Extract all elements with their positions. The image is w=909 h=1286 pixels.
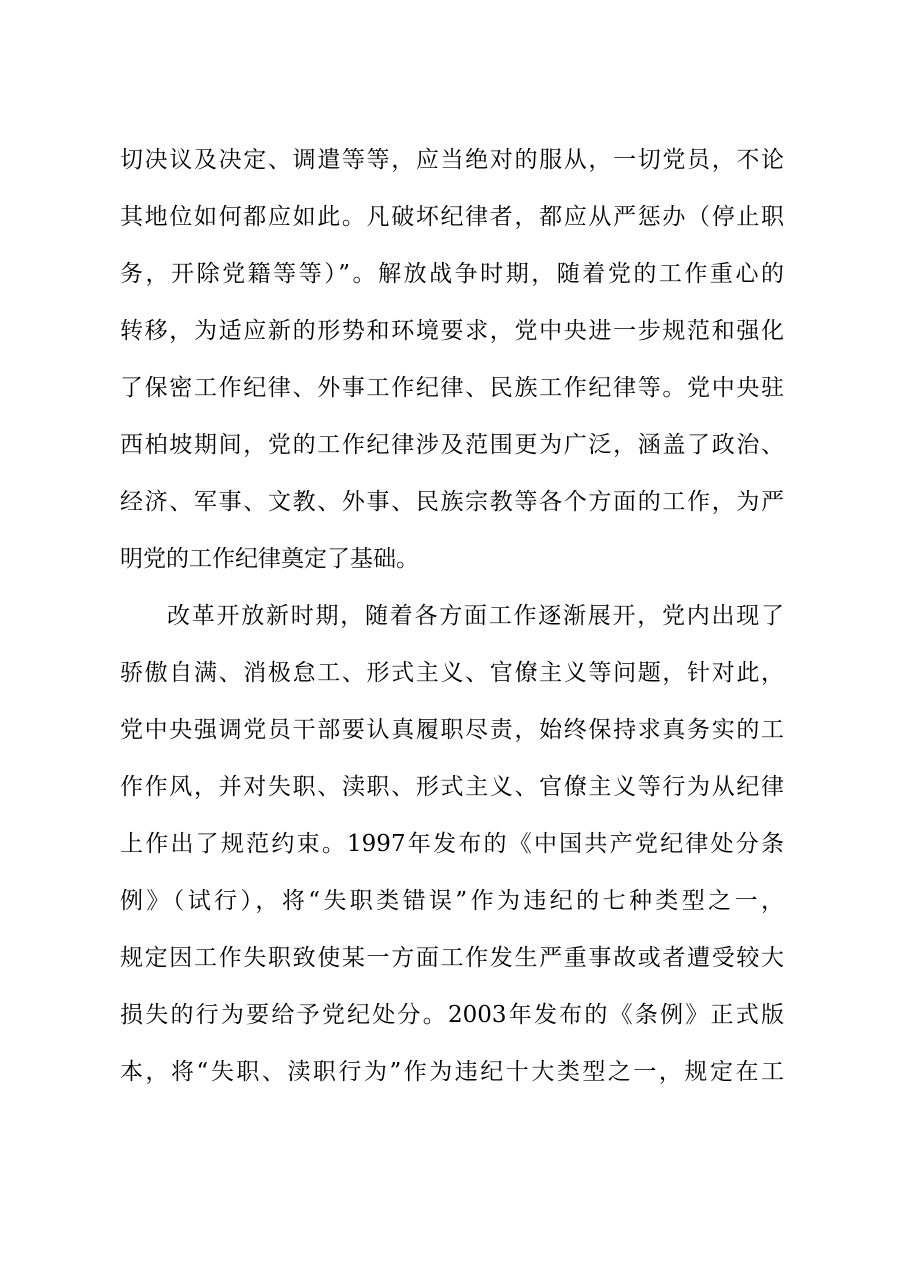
paragraph-line: 上作出了规范约束。1997年发布的《中国共产党纪律处分条: [120, 831, 784, 857]
paragraph-line: 了保密工作纪律、外事工作纪律、民族工作纪律等。党中央驻: [120, 375, 784, 401]
paragraph-line: 经济、军事、文教、外事、民族宗教等各个方面的工作，为严: [120, 489, 784, 515]
paragraph-line: 西柏坡期间，党的工作纪律涉及范围更为广泛，涵盖了政治、: [120, 432, 784, 458]
paragraph-line: 切决议及决定、调遣等等，应当绝对的服从，一切党员，不论: [120, 147, 784, 173]
paragraph-line: 改革开放新时期，随着各方面工作逐渐展开，党内出现了: [167, 603, 784, 629]
paragraph-line: 损失的行为要给予党纪处分。2003年发布的《条例》正式版: [120, 1002, 784, 1028]
paragraph-line: 党中央强调党员干部要认真履职尽责，始终保持求真务实的工: [120, 717, 784, 743]
paragraph-line: 作作风，并对失职、渎职、形式主义、官僚主义等行为从纪律: [120, 774, 784, 800]
paragraph-line: 例》（试行），将“失职类错误”作为违纪的七种类型之一，: [120, 888, 784, 914]
paragraph-line: 骄傲自满、消极怠工、形式主义、官僚主义等问题，针对此，: [120, 660, 784, 686]
paragraph-line: 务，开除党籍等等）”。解放战争时期，随着党的工作重心的: [120, 261, 784, 287]
paragraph-line: 规定因工作失职致使某一方面工作发生严重事故或者遭受较大: [120, 945, 784, 971]
paragraph-line: 其地位如何都应如此。凡破坏纪律者，都应从严惩办（停止职: [120, 204, 784, 230]
paragraph-line: 明党的工作纪律奠定了基础。: [120, 546, 419, 572]
paragraph-line: 转移，为适应新的形势和环境要求，党中央进一步规范和强化: [120, 318, 784, 344]
paragraph-line: 本，将“失职、渎职行为”作为违纪十大类型之一，规定在工: [120, 1059, 784, 1085]
